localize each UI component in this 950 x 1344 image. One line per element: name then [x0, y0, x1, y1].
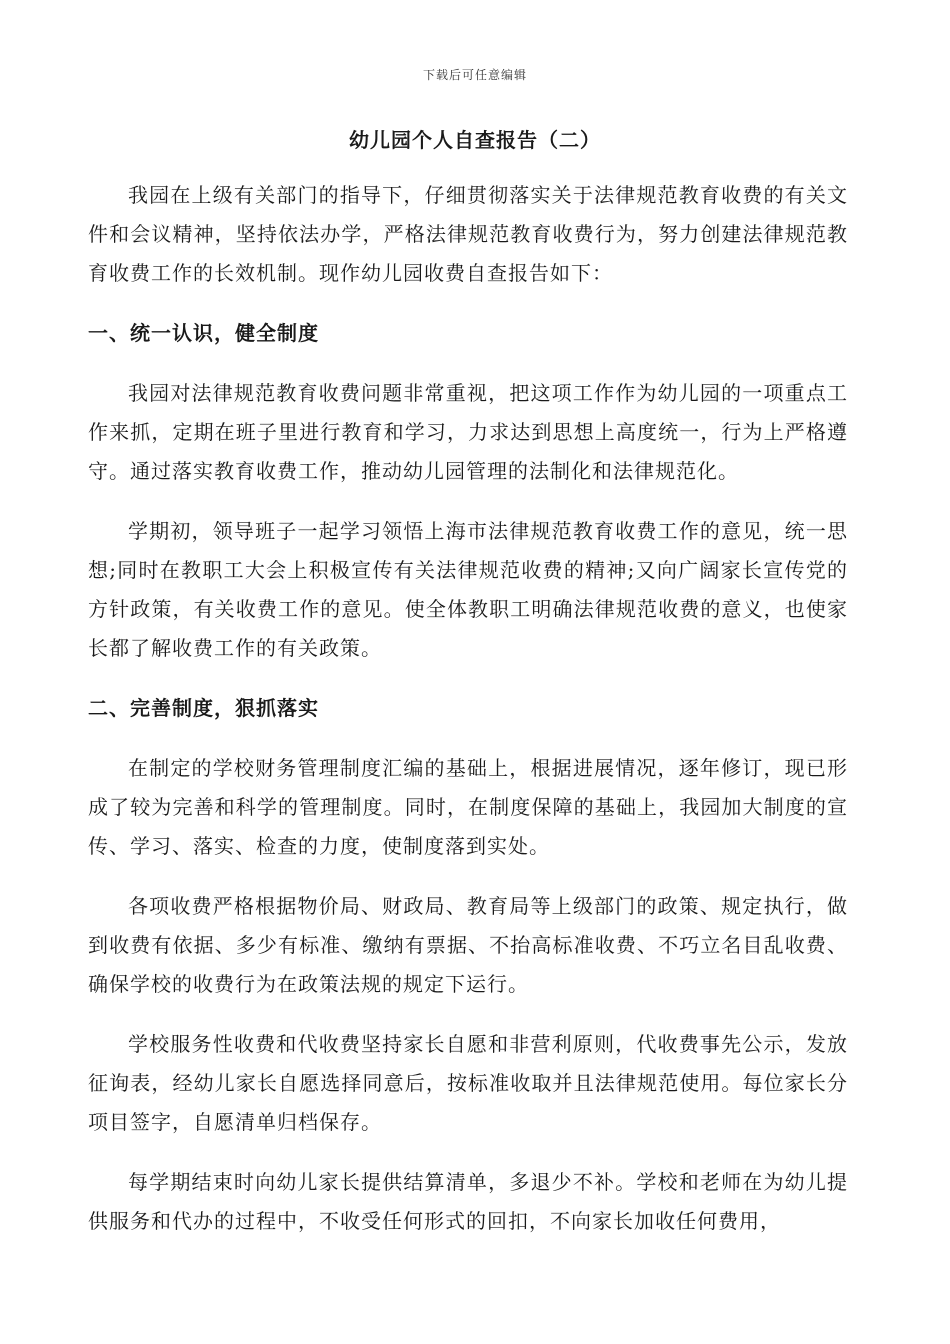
intro-paragraph: 我园在上级有关部门的指导下，仔细贯彻落实关于法律规范教育收费的有关文件和会议精神，坚持依法办学，严格法律规范教育收费行为，努力创建法律规范教育收费工作的长效机制。现作幼儿园收费自查报告如下： [88, 183, 848, 285]
document-body [88, 176, 848, 1262]
page-header-note: 下载后可任意编辑 [422, 68, 527, 82]
body-paragraph: 学期初，领导班子一起学习领悟上海市法律规范教育收费工作的意见，统一思想;同时在教职工大会上积极宣传有关法律规范收费的精神;又向广阔家长宣传党的方针政策，有关收费工作的意见。使全体教职工明确法律规范收费的意义，也使家长都了解收费工作的有关政策。 [88, 519, 848, 660]
body-paragraph: 学校服务性收费和代收费坚持家长自愿和非营利原则，代收费事先公示，发放征询表，经幼儿家长自愿选择同意后，按标准收取并且法律规范使用。每位家长分项目签字，自愿清单归档保存。 [88, 1032, 848, 1134]
body-paragraph: 各项收费严格根据物价局、财政局、教育局等上级部门的政策、规定执行，做到收费有依据、多少有标准、缴纳有票据、不抬高标准收费、不巧立名目乱收费、确保学校的收费行为在政策法规的规定下运行。 [88, 894, 848, 996]
section-heading: 一、统一认识，健全制度 [88, 321, 319, 345]
section-2 [88, 689, 848, 1241]
section-heading: 二、完善制度，狠抓落实 [88, 696, 319, 720]
body-paragraph: 我园对法律规范教育收费问题非常重视，把这项工作作为幼儿园的一项重点工作来抓，定期在班子里进行教育和学习，力求达到思想上高度统一，行为上严格遵守。通过落实教育收费工作，推动幼儿园管理的法制化和法律规范化。 [88, 381, 848, 483]
body-paragraph: 在制定的学校财务管理制度汇编的基础上，根据进展情况，逐年修订，现已形成了较为完善和科学的管理制度。同时，在制度保障的基础上，我园加大制度的宣传、学习、落实、检查的力度，使制度落到实处。 [88, 756, 848, 858]
document-title: 幼儿园个人自查报告（二） [349, 128, 601, 152]
body-paragraph: 每学期结束时向幼儿家长提供结算清单，多退少不补。学校和老师在为幼儿提供服务和代办的过程中，不收受任何形式的回扣，不向家长加收任何费用， [88, 1170, 848, 1233]
section-1 [88, 314, 848, 668]
